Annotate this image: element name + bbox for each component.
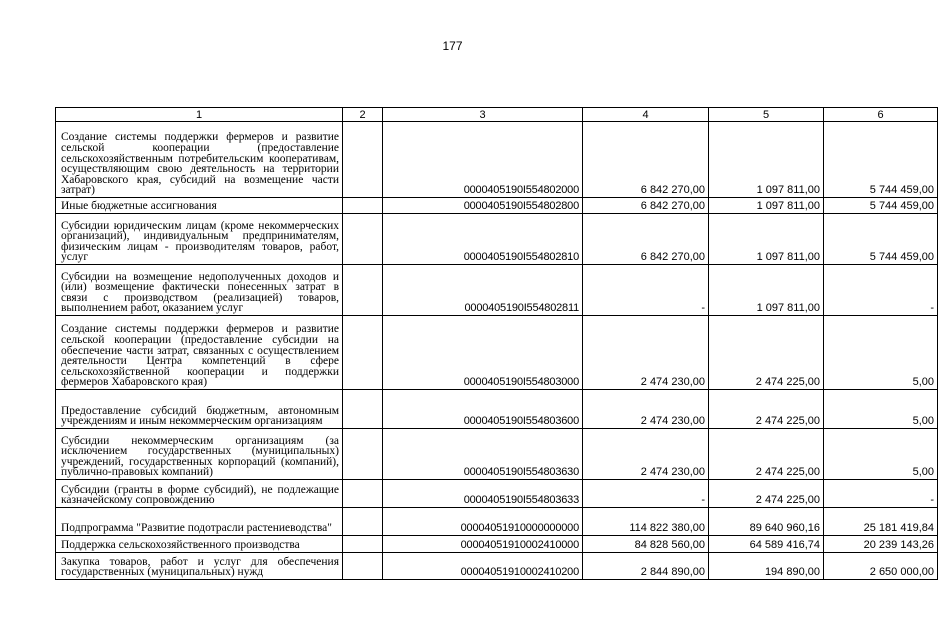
row-value-6-cell: 20 239 143,26 [824,536,938,553]
row-code-cell: 0000405190I554802000 [383,122,583,198]
row-value-5-cell: 1 097 811,00 [709,214,824,265]
column-header: 3 [383,108,583,122]
row-name-cell: Субсидии некоммерческим организациям (за исключением государственных (муниципальных) учреждений, государственных корпораций (компаний), публично-правовых компаний) [56,429,343,480]
row-value-6-cell: 5 744 459,00 [824,214,938,265]
table-row [56,480,938,508]
row-value-6-cell: 5 744 459,00 [824,198,938,214]
table-row [56,122,938,198]
row-value-4-cell: 6 842 270,00 [583,198,709,214]
row-name-cell: Предоставление субсидий бюджетным, автономным учреждениям и иным некоммерческим организациям [56,390,343,429]
table-row [56,429,938,480]
row-name-cell: Субсидии (гранты в форме субсидий), не подлежащие казначейскому сопровождению [56,480,343,508]
row-value-5-cell: 2 474 225,00 [709,390,824,429]
row-value-4-cell: 114 822 380,00 [583,508,709,536]
table-row [56,508,938,536]
row-name-cell: Создание системы поддержки фермеров и развитие сельской кооперации (предоставление субсидии на обеспечение части затрат, связанных с осуществлением деятельности Центра компетенций в сфере сельскохозяйственной кооперации и поддержки фермеров Хабаровского края) [56,316,343,390]
row-value-5-cell: 194 890,00 [709,553,824,580]
row-value-4-cell: 2 474 230,00 [583,429,709,480]
row-col2-cell [343,122,383,198]
row-code-cell: 00004051910002410200 [383,553,583,580]
row-code-cell: 00004051910002410000 [383,536,583,553]
row-value-4-cell: 2 474 230,00 [583,390,709,429]
column-header: 4 [583,108,709,122]
row-col2-cell [343,214,383,265]
row-value-6-cell: 2 650 000,00 [824,553,938,580]
column-header: 1 [56,108,343,122]
row-value-5-cell: 1 097 811,00 [709,198,824,214]
row-col2-cell [343,390,383,429]
table-row [56,316,938,390]
row-value-5-cell: 1 097 811,00 [709,265,824,316]
row-value-6-cell: 5,00 [824,429,938,480]
budget-table [55,107,938,580]
row-value-4-cell: 2 474 230,00 [583,316,709,390]
row-name-cell: Подпрограмма "Развитие подотрасли растениеводства" [56,508,343,536]
row-value-5-cell: 89 640 960,16 [709,508,824,536]
row-code-cell: 00004051910000000000 [383,508,583,536]
row-value-5-cell: 2 474 225,00 [709,480,824,508]
row-value-6-cell: 5,00 [824,316,938,390]
table-row [56,536,938,553]
page-number: 177 [442,39,463,53]
row-value-4-cell: 6 842 270,00 [583,214,709,265]
row-value-5-cell: 64 589 416,74 [709,536,824,553]
row-name-cell: Субсидии на возмещение недополученных доходов и (или) возмещение фактически понесенных затрат в связи с производством (реализацией) товаров, выполнением работ, оказанием услуг [56,265,343,316]
row-col2-cell [343,429,383,480]
row-code-cell: 0000405190I554802800 [383,198,583,214]
table-header-row [56,108,938,122]
column-header: 2 [343,108,383,122]
row-name-cell: Субсидии юридическим лицам (кроме некоммерческих организаций), индивидуальным предпринимателям, физическим лицам - производителям товаров, работ, услуг [56,214,343,265]
row-value-4-cell: 2 844 890,00 [583,553,709,580]
row-value-4-cell: 84 828 560,00 [583,536,709,553]
column-header: 6 [824,108,938,122]
row-code-cell: 0000405190I554802811 [383,265,583,316]
row-col2-cell [343,480,383,508]
row-value-4-cell: - [583,480,709,508]
table-row [56,265,938,316]
row-col2-cell [343,265,383,316]
row-code-cell: 0000405190I554803600 [383,390,583,429]
row-code-cell: 0000405190I554803630 [383,429,583,480]
table-row [56,553,938,580]
row-value-5-cell: 2 474 225,00 [709,429,824,480]
row-value-5-cell: 1 097 811,00 [709,122,824,198]
table-row [56,390,938,429]
row-code-cell: 0000405190I554803633 [383,480,583,508]
row-name-cell: Создание системы поддержки фермеров и развитие сельской кооперации (предоставление сельскохозяйственным потребительским кооперативам, осуществляющим свою деятельность на территории Хабаровского края, субсидий на возмещение части затрат) [56,122,343,198]
row-value-6-cell: 25 181 419,84 [824,508,938,536]
row-col2-cell [343,536,383,553]
row-col2-cell [343,316,383,390]
row-col2-cell [343,553,383,580]
row-value-4-cell: 6 842 270,00 [583,122,709,198]
table-row [56,214,938,265]
row-col2-cell [343,198,383,214]
row-name-cell: Иные бюджетные ассигнования [56,198,343,214]
row-value-6-cell: - [824,265,938,316]
row-value-6-cell: - [824,480,938,508]
column-header: 5 [709,108,824,122]
row-value-4-cell: - [583,265,709,316]
row-value-5-cell: 2 474 225,00 [709,316,824,390]
row-code-cell: 0000405190I554803000 [383,316,583,390]
row-name-cell: Закупка товаров, работ и услуг для обеспечения государственных (муниципальных) нужд [56,553,343,580]
row-code-cell: 0000405190I554802810 [383,214,583,265]
row-value-6-cell: 5,00 [824,390,938,429]
row-value-6-cell: 5 744 459,00 [824,122,938,198]
row-name-cell: Поддержка сельскохозяйственного производства [56,536,343,553]
table-row [56,198,938,214]
row-col2-cell [343,508,383,536]
